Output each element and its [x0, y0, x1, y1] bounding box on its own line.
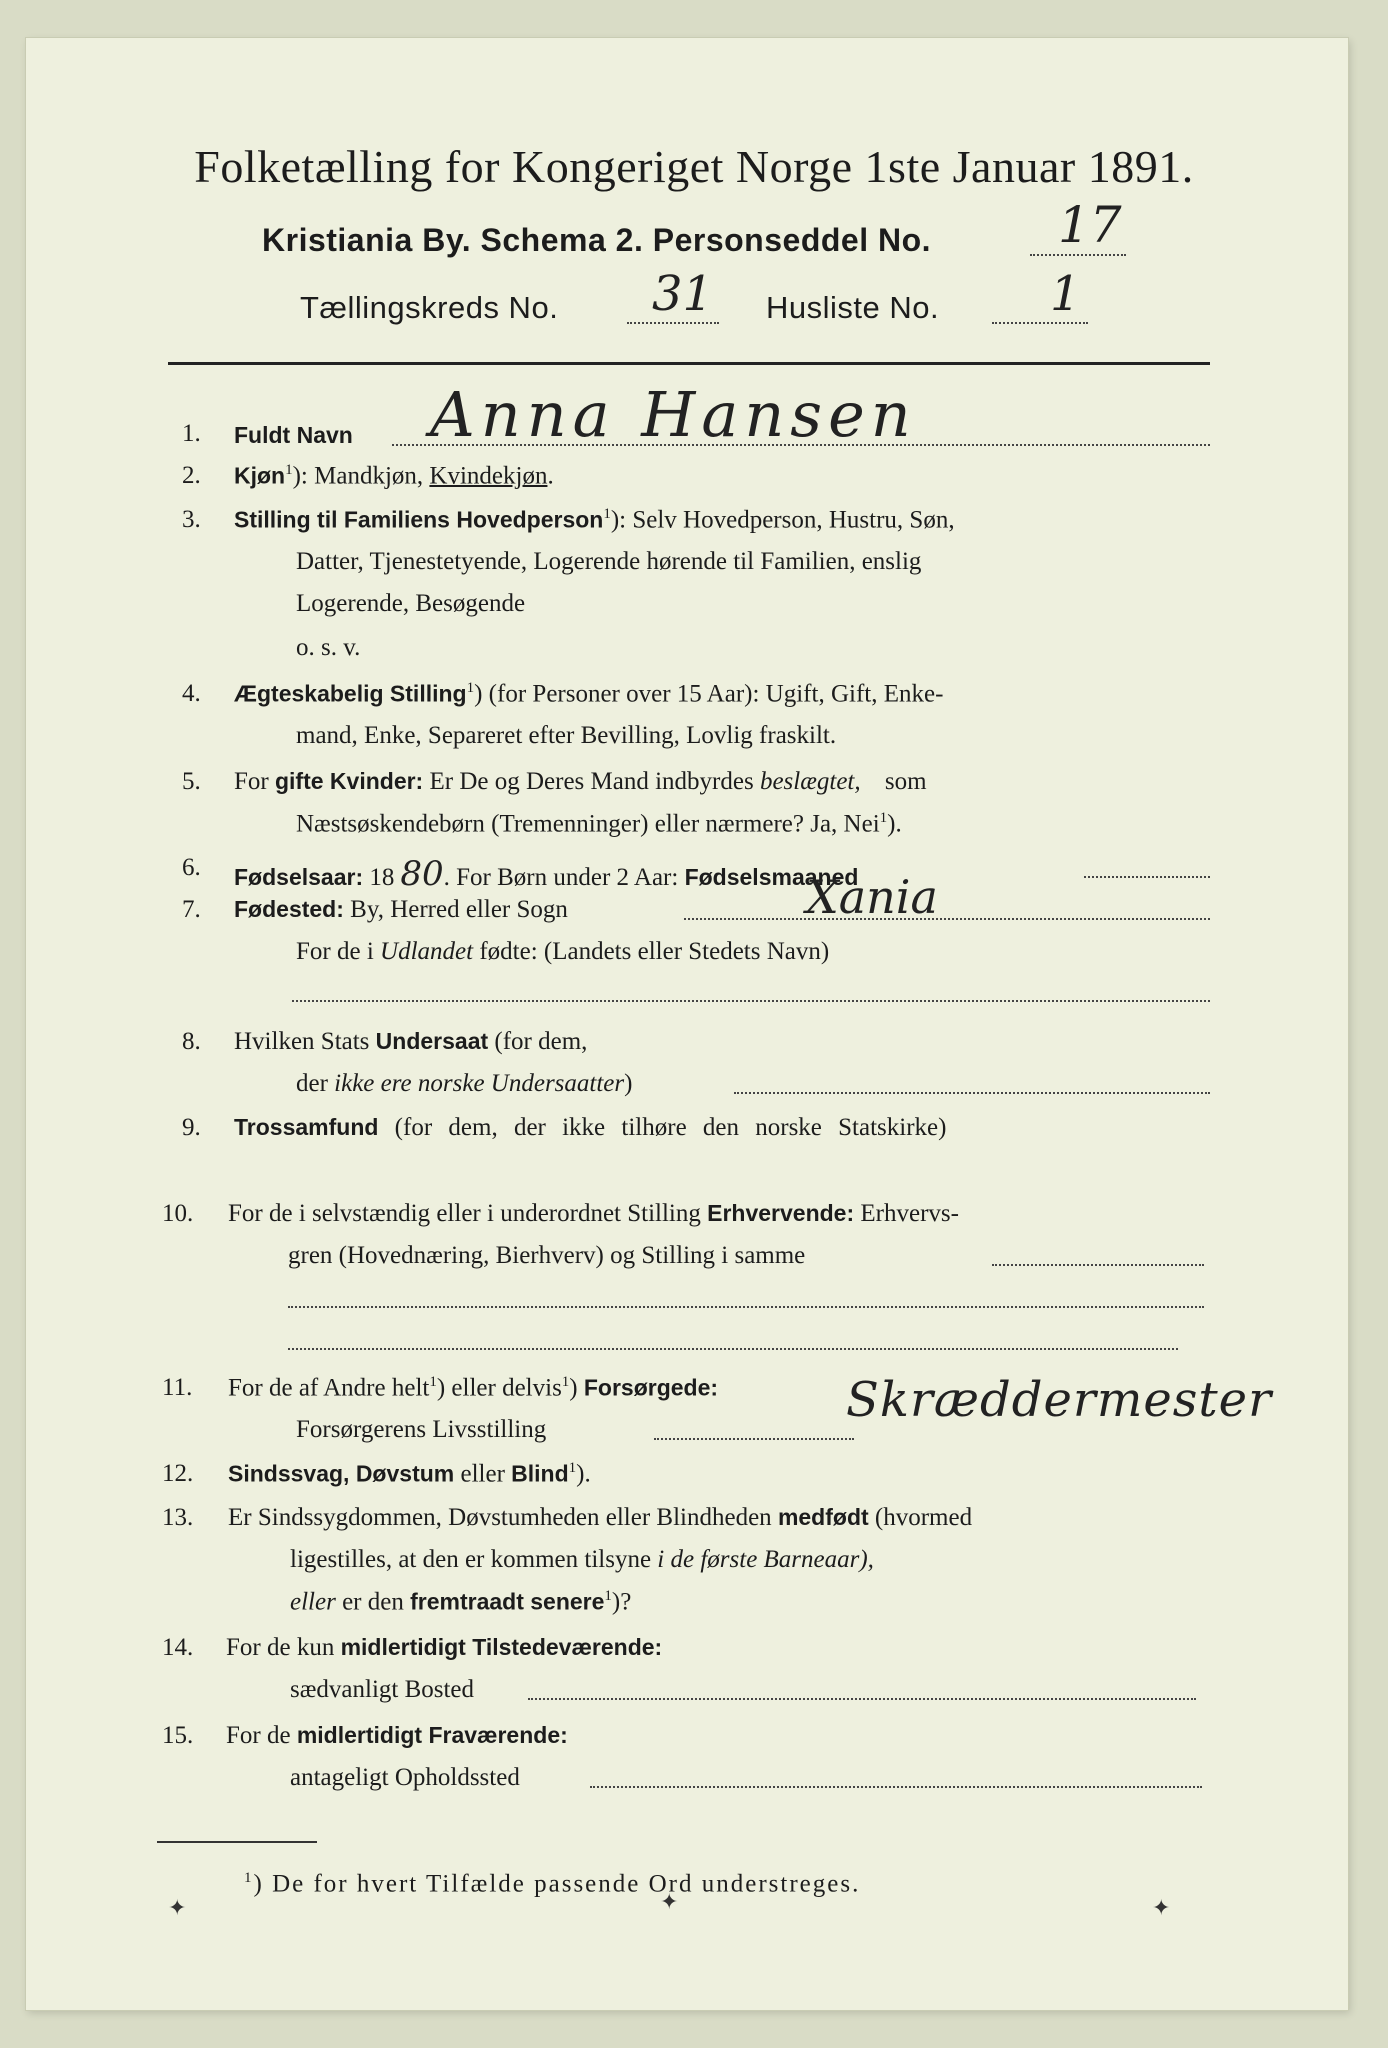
congenital-text: Er Sindssygdommen, Døvstumheden eller Blindheden	[228, 1504, 772, 1531]
married-women-question: Er De og Deres Mand indbyrdes	[429, 768, 754, 795]
family-position-line1	[234, 506, 955, 534]
marital-status-sup: 1	[466, 680, 475, 696]
citizenship-line1	[234, 1028, 587, 1056]
occupation-prefix: For de i selvstændig eller i underordnet Stilling	[228, 1200, 701, 1227]
form-sheet	[26, 38, 1348, 2010]
married-women-end: ).	[887, 810, 902, 838]
print-mark-center: ✦	[660, 1890, 679, 1915]
print-mark-right: ✦	[1152, 1896, 1171, 1921]
marital-status-line1	[234, 680, 943, 708]
family-position-options-2: Datter, Tjenestetyende, Logerende hørende til Familien, enslig	[296, 548, 922, 575]
field-5-number: 5.	[182, 768, 201, 795]
provider-occupation-dots	[654, 1438, 854, 1440]
citizenship-line2-prefix: der	[296, 1070, 328, 1097]
birthplace-dots	[684, 918, 1210, 920]
full-name-value: Anna Hansen	[430, 378, 917, 451]
birth-year-text: . For Børn under 2 Aar:	[443, 864, 679, 891]
congenital-line2-italic: i de første Barneaar),	[657, 1546, 874, 1573]
husliste-no-value: 1	[1050, 266, 1081, 322]
probable-residence-dots	[590, 1786, 1202, 1788]
field-12-number: 12.	[162, 1460, 194, 1487]
family-position-sup: 1	[603, 506, 611, 522]
usual-residence-label: sædvanligt Bosted	[290, 1676, 475, 1703]
religion-line	[234, 1114, 946, 1142]
full-name-label: Fuldt Navn	[234, 422, 353, 448]
married-women-tail: som	[884, 768, 927, 795]
footnote-rule	[157, 1841, 317, 1843]
gender-options-a: ): Mandkjøn,	[292, 462, 424, 490]
gender-end: .	[547, 462, 554, 490]
usual-residence-dots	[528, 1698, 1196, 1700]
religion-text: (for dem, der ikke tilhøre den norske Statskirke)	[394, 1114, 947, 1141]
married-women-italic: beslægtet,	[759, 768, 861, 795]
married-women-prefix: For	[234, 768, 269, 795]
gender-label: Kjøn	[234, 462, 286, 489]
abroad-italic: Udlandet	[380, 938, 474, 965]
birthplace-label: Fødested:	[234, 896, 344, 922]
occupation-dots-1	[992, 1264, 1204, 1266]
field-3-number: 3.	[182, 506, 201, 533]
occupation-tail: Erhvervs-	[860, 1200, 959, 1227]
temporary-present-label: midlertidigt Tilstedeværende:	[340, 1634, 663, 1660]
field-7-number: 7.	[182, 896, 201, 923]
personseddel-dots	[1030, 254, 1126, 256]
supported-line1	[228, 1374, 718, 1402]
family-position-options-3: Logerende, Besøgende	[296, 590, 526, 617]
gender-line	[234, 462, 554, 490]
birthplace-text: By, Herred eller Sogn	[350, 896, 568, 923]
congenital-line3	[290, 1588, 631, 1616]
taellingskreds-label: Tællingskreds No.	[300, 290, 559, 325]
congenital-line3-text: er den	[342, 1588, 404, 1616]
gender-sup: 1	[285, 462, 293, 478]
occupation-dots-3	[288, 1348, 1178, 1350]
abroad-text: fødte: (Landets eller Stedets Navn)	[479, 938, 830, 965]
supported-sup-1: 1	[429, 1374, 437, 1390]
later-onset-label: fremtraadt senere	[410, 1588, 605, 1615]
married-women-line2	[296, 810, 902, 838]
congenital-tail: (hvormed	[874, 1504, 973, 1531]
married-women-question-2: Næstsøskendebørn (Tremenninger) eller nærmere? Ja, Nei	[296, 810, 880, 838]
disability-line	[228, 1460, 591, 1488]
field-15-number: 15.	[162, 1722, 194, 1749]
birth-year-value: 80	[400, 854, 444, 894]
field-8-number: 8.	[182, 1028, 201, 1055]
page-title: Folketælling for Kongeriget Norge 1ste Januar 1891.	[194, 141, 1194, 192]
birth-year-label: Fødselsaar:	[234, 864, 364, 890]
family-position-options-4: o. s. v.	[296, 634, 361, 661]
abroad-dots	[292, 1000, 1210, 1002]
schema-line	[262, 222, 931, 259]
field-14-number: 14.	[162, 1634, 194, 1661]
blind-label: Blind	[511, 1460, 569, 1487]
occupation-line1	[228, 1200, 959, 1228]
schema-line-label: Kristiania By. Schema 2. Personseddel No.	[262, 222, 932, 258]
family-position-options-1: ): Selv Hovedperson, Hustru, Søn,	[610, 506, 955, 534]
taellingskreds-no-value: 31	[652, 266, 714, 322]
marital-status-label: Ægteskabelig Stilling	[234, 680, 467, 707]
birth-year-line	[234, 854, 858, 894]
congenital-label: medfødt	[777, 1504, 869, 1530]
field-9-number: 9.	[182, 1114, 201, 1141]
footnote-text: ) De for hvert Tilfælde passende Ord understreges.	[253, 1870, 861, 1898]
supported-middle: ) eller delvis	[436, 1374, 562, 1402]
footnote-sup: 1	[244, 1870, 254, 1886]
temporary-absent-prefix: For de	[226, 1722, 291, 1749]
temporary-absent-line1	[226, 1722, 568, 1750]
husliste-label: Husliste No.	[766, 290, 940, 325]
temporary-absent-label: midlertidigt Fraværende:	[296, 1722, 568, 1748]
citizenship-dots	[734, 1092, 1210, 1094]
occupation-line2: gren (Hovednæring, Bierhverv) og Stilling i samme	[288, 1242, 806, 1269]
family-position-label: Stilling til Familiens Hovedperson	[234, 506, 604, 533]
supported-sup-2: 1	[561, 1374, 570, 1390]
citizenship-label: Undersaat	[375, 1028, 489, 1054]
supported-paren: )	[569, 1374, 578, 1402]
married-women-sup: 1	[879, 810, 888, 826]
field-4-number: 4.	[182, 680, 201, 707]
citizenship-text: (for dem,	[494, 1028, 588, 1055]
provider-occupation-label: Forsørgerens Livsstilling	[296, 1416, 547, 1443]
field-10-number: 10.	[162, 1200, 194, 1227]
gender-selected: Kvindekjøn	[429, 462, 548, 490]
print-mark-left: ✦	[168, 1896, 187, 1921]
temporary-present-prefix: For de kun	[226, 1634, 335, 1661]
citizenship-line2	[296, 1070, 632, 1098]
congenital-line3-italic: eller	[290, 1588, 336, 1616]
temporary-present-line1	[226, 1634, 662, 1662]
married-women-line1	[234, 768, 927, 796]
field-1-number: 1.	[182, 420, 201, 447]
congenital-line2	[290, 1546, 874, 1574]
footnote	[244, 1870, 860, 1898]
birth-month-label: Fødselsmaaned	[684, 864, 859, 890]
provider-occupation-value: Skræddermester	[846, 1372, 1273, 1428]
supported-prefix: For de af Andre helt	[228, 1374, 430, 1402]
probable-residence-label: antageligt Opholdssted	[290, 1764, 520, 1791]
citizenship-line2-italic: ikke ere norske Undersaatter	[334, 1070, 625, 1097]
citizenship-prefix: Hvilken Stats	[234, 1028, 370, 1055]
husliste-dots	[992, 322, 1088, 324]
disability-text: eller	[460, 1460, 505, 1488]
abroad-prefix: For de i	[296, 938, 374, 965]
birth-month-dots	[1084, 876, 1210, 878]
birthplace-value: Xania	[806, 870, 938, 924]
disability-label: Sindssvag, Døvstum	[228, 1460, 455, 1487]
disability-end: ).	[576, 1460, 591, 1488]
married-women-label: gifte Kvinder:	[274, 768, 424, 794]
congenital-sup: 1	[604, 1588, 612, 1604]
birthplace-line	[234, 896, 568, 924]
occupation-dots-2	[288, 1306, 1204, 1308]
supported-label: Forsørgede:	[583, 1374, 719, 1401]
birth-year-prefix: 18	[369, 864, 395, 891]
citizenship-line2-end: )	[624, 1070, 633, 1097]
field-2-number: 2.	[182, 462, 201, 489]
religion-label: Trossamfund	[234, 1114, 379, 1140]
field-13-number: 13.	[162, 1504, 194, 1531]
header-rule	[168, 362, 1210, 365]
disability-sup: 1	[568, 1460, 577, 1476]
birthplace-abroad-line	[296, 938, 829, 966]
marital-status-options-2: mand, Enke, Separeret efter Bevilling, Lovlig fraskilt.	[296, 722, 837, 749]
personseddel-no-value: 17	[1058, 196, 1122, 254]
congenital-line1	[228, 1504, 972, 1532]
congenital-end: )?	[611, 1588, 632, 1616]
marital-status-options-1: ) (for Personer over 15 Aar): Ugift, Gift, Enke-	[474, 680, 944, 708]
field-11-number: 11.	[162, 1374, 193, 1401]
congenital-line2-text: ligestilles, at den er kommen tilsyne	[290, 1546, 652, 1573]
field-6-number: 6.	[182, 854, 201, 881]
occupation-label: Erhvervende:	[707, 1200, 855, 1226]
taellingskreds-dots	[627, 322, 719, 324]
